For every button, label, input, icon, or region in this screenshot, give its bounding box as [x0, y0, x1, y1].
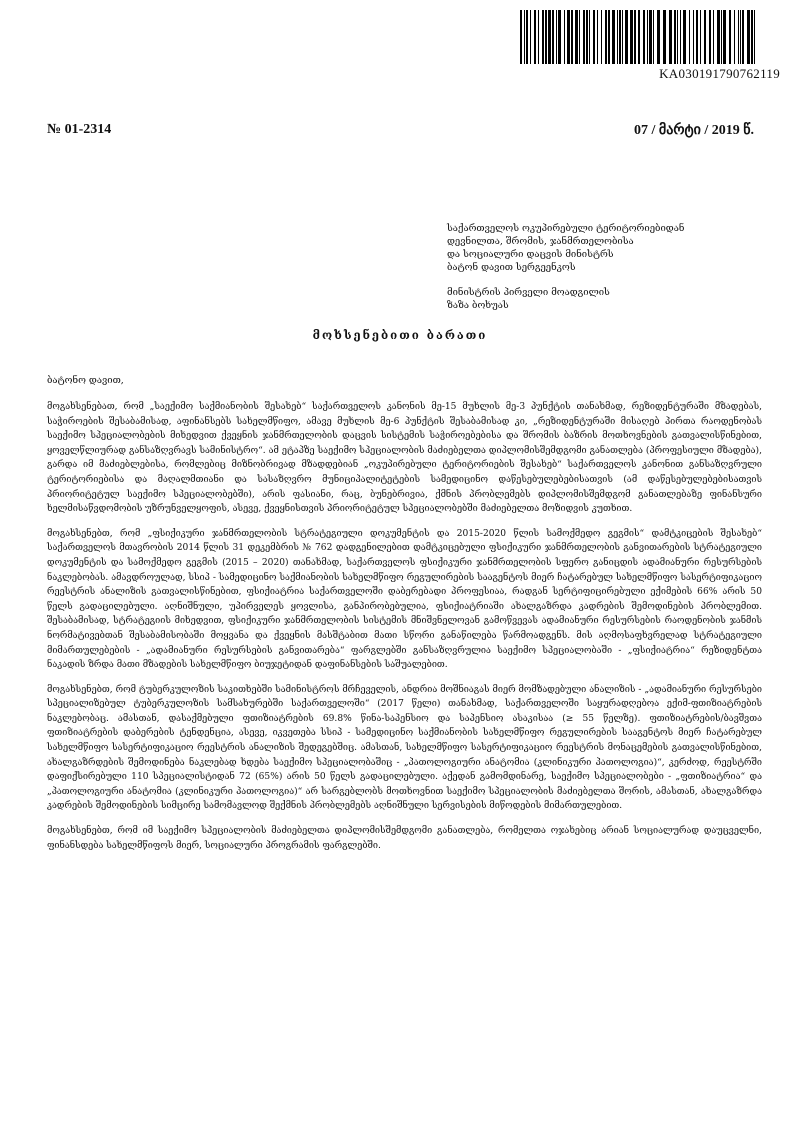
greeting: ბატონო დავით,: [47, 375, 124, 386]
addressee-line: საქართველოს ოკუპირებული ტერიტორიებიდან: [447, 223, 685, 234]
document-number: № 01-2314: [47, 122, 112, 137]
addressee-block: [447, 222, 767, 312]
addressee-line: ბატონ დავით სერგეენკოს: [447, 262, 576, 273]
sender-line: მინისტრის პირველი მოადგილის: [447, 287, 610, 298]
body-paragraph: მოგახსენებთ, რომ იმ საექიმო სპეციალობის მაძიებელთა დიპლომისშემდგომი განათლება, რომელთა ოჯახებიც არიან სოციალურად დაუცველნი, ფინანსდება სახელმწიფოს მიერ, სოციალური პროგრამის ფარგლებში.: [47, 826, 762, 851]
document-title: მოხსენებითი ბარათი: [312, 328, 488, 342]
body-paragraph: მოგახსენებთ, რომ „ფსიქიკური ჯანმრთელობის სტრატეგიული დოკუმენტის და 2015-2020 წლის სამოქმედო გეგმის“ დამტკიცების შესახებ“ საქართველოს მთავრობის 2014 წლის 31 დეკემბრის № 762 დადგენილებით დამტკიცებული ფსიქიკური ჯანმრთელობის განვითარების სტრატეგიული დოკუმენტის და სამოქმედო გეგმის (2015 – 2020) თანახმად, საქართველოს ფსიქიკური ჯანმრთელობის სფერო განიცდის ადამიანური რესურსების ნაკლებობას. ამავდროულად, სსიპ - სამედიცინო საქმიანობის სახელმწიფო რეგულირების სააგენტოს მიერ ჩატარებულ სახელმწიფო სასერტიფიკაციო რეესტრის ანალიზის გათვალისწინებით, ფსიქიატრია საქართველოში დაბერებადი პროფესიაა, რადგან სერტიფიცირებული ექიმების 66% არის 50 წელს გადაცილებული. აღნიშნული, უპირველეს ყოვლისა, განპირობებულია, ფსიქიატრიაში ახალგაზრდა კადრების შემოდინების პრობლემით. შესაბამისად, სტრატეგიის მიხედვით, ფსიქიკური ჯანმრთელობის სისტემის მნიშვნელოვან გამოწვევას ადამიანური რესურსების რაოდენობის ჯანმის ნორმატივებთან შესაბამისობაში მოყვანა და ქვეყნის მასშტაბით მათი სწორი განაწილება წარმოადგენს. მის აღმოსაფხვრელად სტრატეგიული მიმართულებების - „ადამიანური რესურსების განვითარება“ ფარგლებში განსაზღვრულია საექიმო სპეციალობაში - „ფსიქიატრია“ რეზიდენტთა ნაკადის ზრდა მათი მზადების სახელმწიფო ბიუჯეტიდან დაფინანსების საშუალებით.: [47, 528, 762, 671]
document-body: [47, 400, 762, 863]
body-paragraph: მოგახსენებთ, რომ ტუბერკულოზის საკითხებში სამინისტროს მრჩეველის, ანდრია მოშნიაგას მიერ მომზადებული ანალიზის - „ადამიანური რესურსები სპეციალიზებულ ტუბერკულოზის სამსახურებში საქართველოში“ (2017 წელი) თანახმად, საქართველოში საყურადღებოა ექიმ-ფთიზიატრების ნაკლებობაც. ამასთან, დასაქმებული ფთიზიატრების 69.8% წინა-საპენსიო და საპენსიო ასაკისაა (≥ 55 წელზე). ფთიზიატრების/ბავშვთა ფთიზიატრების დაბერების ტენდენცია, ასევე, იკვეთება სსიპ - სამედიცინო საქმიანობის სახელმწიფო რეგულირების სააგენტოს მიერ ჩატარებულ სახელმწიფო სასერტიფიკაციო რეესტრის ანალიზის შედეგებშიც. ამასთან, სახელმწიფო სასერტიფიკაციო რეესტრის მონაცემების გათვალისწინებით, ახალგაზრდების შემოდინება ნაკლებად ხდება საექიმო სპეციალობაშიც - „პათოლოგიური ანატომია (კლინიკური პათოლოგია)“, კერძოდ, რეესტრში დაფიქსირებული 110 სპეციალისტიდან 72 (65%) არის 50 წელს გადაცილებული. აქედან გამომდინარე, საექიმო სპეციალობები - „ფთიზიატრია“ და „პათოლოგიური ანატომია (კლინიკური პათოლოგია)“ არ სარგებლობს მოთხოვნით საექიმო სპეციალობის მაძიებელთა შორის, ამასთან, ახალგაზრდა კადრების შემოდინების სიმცირე სამომავლოდ შექმნის პრობლემებს აღნიშნული სერვისების მიწოდების მიმართულებით.: [47, 684, 762, 812]
addressee-line: და სოციალური დაცვის მინისტრს: [447, 249, 614, 260]
addressee-line: დევნილთა, შრომის, ჯანმრთელობისა: [447, 236, 634, 247]
body-paragraph: მოგახსენებათ, რომ „საექიმო საქმიანობის შესახებ“ საქართველოს კანონის მე-15 მუხლის მე-3 პუნქტის თანახმად, რეზიდენტურაში მზადებას, საჭიროების შესაბამისად, აფინანსებს სახელმწიფო, ამავე მუხლის მე-6 პუნქტის შესაბამისად კი, „რეზიდენტურაში მისაღებ პირთა რაოდენობას საექიმო სპეციალობების მიხედვით ქვეყნის ჯანმრთელობის დაცვის სისტემის საჭიროებებისა და შრომის ბაზრის მოთხოვნების გათვალისწინებით, ყოველწლიურად განსაზღვრავს სამინისტრო“. ამ ეტაპზე საექიმო სპეციალობის მაძიებელთა დიპლომისშემდგომი განათლება (პროფესიული მზადება), გარდა იმ მაძიებლებისა, რომლებიც მიზნობრივად მზადდებიან „ოკუპირებული ტერიტორიების შესახებ“ საქართველოს კანონით განსაზღვრული ტერიტორიებისა და მაღალმთიანი და სასაზღვრო მუნიციპალიტეტების სამედიცინო დაწესებულებებისათვის (ამ დაწესებულებებისათვის პრიორიტეტულ საექიმო სპეციალობებში), არის ფასიანი, რაც, ბუნებრივია, ქმნის პრობლემებს დიპლომისშემდგომ განათლებაზე ფინანსური ხელმისაწვდომობის უზრუნველყოფის, ასევე, ქვეყნისთვის პრიორიტეტულ სპეციალობებში მაძიებელთა მოზიდვის კუთხით.: [47, 402, 762, 515]
sender-line: ზაზა ბოხუას: [447, 300, 509, 311]
barcode-number: KA030191790762119: [659, 66, 780, 81]
document-date: 07 / მარტი / 2019 წ.: [634, 123, 754, 138]
barcode-graphic: [520, 10, 756, 64]
